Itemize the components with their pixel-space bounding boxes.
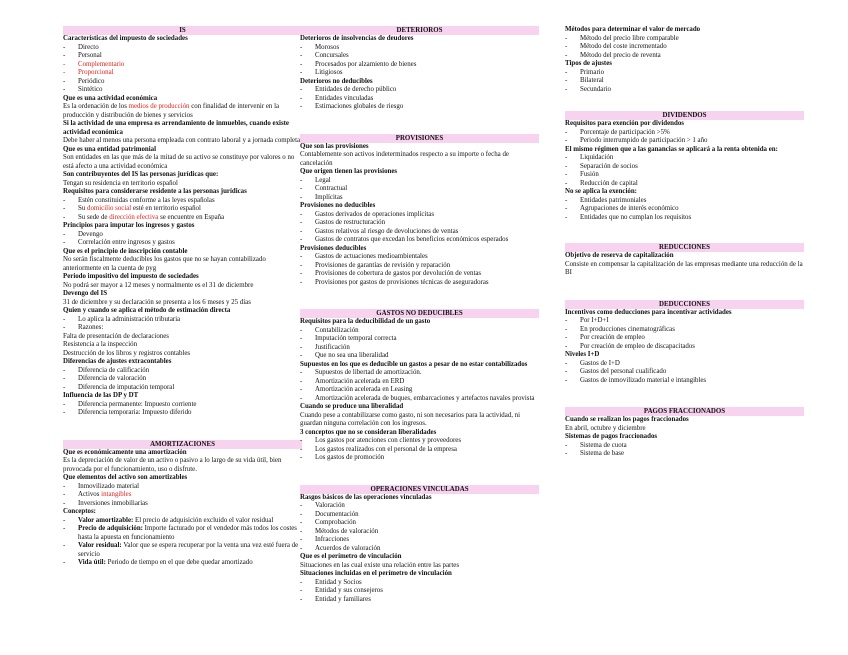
question-heading: Provisiones deducibles xyxy=(300,244,367,252)
list-item: - Comprobación xyxy=(300,519,539,528)
list-item xyxy=(63,214,302,223)
list-item: - Reducción de capital xyxy=(565,180,804,189)
question-heading: Principios para imputar los ingresos y gastos xyxy=(63,222,195,229)
section-heading: GASTOS NO DEDUCIBLES xyxy=(300,309,539,318)
paragraph: No podrá ser mayor a 12 meses y normalmente es el 31 de diciembre xyxy=(63,281,254,289)
list-item: - Gastos de I+D xyxy=(565,360,804,369)
question-heading: Que origen tienen las provisiones xyxy=(300,168,398,175)
text-fragment: se encuentre en España xyxy=(158,213,225,221)
list-item xyxy=(63,205,302,214)
section-amortizaciones xyxy=(63,440,302,568)
list-item: - Entidades que no cumplan los requisitos xyxy=(565,214,804,223)
list-item: - Porcentaje de participación >5% xyxy=(565,129,804,138)
list-item: - Sistema de base xyxy=(565,450,804,459)
list-item: - Diferencia permanente: Impuesto corriente xyxy=(63,401,302,410)
list-item: - Liquidación xyxy=(565,154,804,163)
question-heading: Cuando se realizan los pagos fraccionados xyxy=(565,416,689,423)
list-item: - Diferencia de calificación xyxy=(63,367,302,376)
column-2 xyxy=(300,26,539,604)
list-item: - Personal xyxy=(63,52,302,61)
section-is xyxy=(63,26,302,418)
list-item: - Gastos de inmovilizado material e intangibles xyxy=(565,377,804,386)
list-item: - Primario xyxy=(565,69,804,78)
paragraph: Son entidades en las que más de la mitad de su activo se constituye por valores o no está afecto a una actividad económica xyxy=(63,154,295,170)
list-item: - Estimaciones globales de riesgo xyxy=(300,103,539,112)
paragraph: Tengan su residencia en territorio español xyxy=(63,179,178,187)
question-heading: Situaciones incluidas en el perímetro de vinculación xyxy=(300,570,452,577)
question-heading: Deterioros no deducibles xyxy=(300,77,373,85)
question-heading: Que es una actividad económica xyxy=(63,94,158,102)
paragraph: Destrucción de los libros y registros contables xyxy=(63,349,191,357)
text-fragment: con finalidad de intervenir en la producción y distribución de bienes y servicios xyxy=(63,103,280,119)
question-heading: Si la actividad de una empresa es arrendamiento de inmuebles, cuando existe actividad económica xyxy=(63,120,289,136)
list-item: - Secundario xyxy=(565,86,804,95)
list-item: - Acuerdos de valoración xyxy=(300,545,539,554)
section-operaciones-vinculadas xyxy=(300,485,539,605)
question-heading: Diferencias de ajustes extracontables xyxy=(63,358,172,365)
question-heading: Que es económicamente una amortización xyxy=(63,448,187,456)
paragraph xyxy=(63,103,302,120)
highlighted-text: domicilio social xyxy=(87,205,132,212)
paragraph: En abril, octubre y diciembre xyxy=(565,424,646,432)
list-item: - Por creación de empleo de discapacitados xyxy=(565,343,804,352)
list-item: - En producciones cinematográficas xyxy=(565,326,804,335)
section-heading: PROVISIONES xyxy=(300,134,539,143)
column-3 xyxy=(565,26,804,459)
list-item: - Entidades patrimoniales xyxy=(565,197,804,206)
list-item: - Que no sea una liberalidad xyxy=(300,352,539,361)
question-heading: Incentivos como deducciones para incentivar actividades xyxy=(565,308,732,316)
question-heading: Requisitos para considerarse residente a las personas jurídicas xyxy=(63,188,247,195)
list-item: - Entidad y Socios xyxy=(300,579,539,588)
section-deducciones xyxy=(565,300,804,386)
list-item: - Por creación de empleo xyxy=(565,334,804,343)
list-item: - Gastos del personal cualificado xyxy=(565,368,804,377)
list-item: - Entidad y familiares xyxy=(300,596,539,605)
paragraph: Situaciones en las cual existe una relación entre las partes xyxy=(300,561,459,569)
list-item: - Contabilización xyxy=(300,327,539,336)
question-heading: Que es el perímetro de vinculación xyxy=(300,553,402,560)
text-fragment: El precio de adquisición excluido el valor residual xyxy=(133,516,274,524)
paragraph: Falta de presentación de declaraciones xyxy=(63,332,169,340)
highlighted-text: medios de producción xyxy=(128,103,190,110)
section-heading: AMORTIZACIONES xyxy=(63,440,302,449)
question-heading: Que es una entidad patrimonial xyxy=(63,145,157,153)
question-heading: Conceptos: xyxy=(63,508,96,515)
question-heading: Cuando se produce una liberalidad xyxy=(300,403,404,410)
question-heading: Que son las provisiones xyxy=(300,142,369,150)
list-item: - Agrupaciones de interés económico xyxy=(565,205,804,214)
list-item: - Concursales xyxy=(300,52,539,61)
paragraph: Consiste en compensar la capitalización de las empresas mediante una reducción de la BI xyxy=(565,260,803,276)
list-item: - Por I+D+I xyxy=(565,317,804,326)
section-heading: DETERIOROS xyxy=(300,26,539,35)
question-heading: 3 conceptos que no se consideran liberalidades xyxy=(300,428,437,436)
column-1 xyxy=(63,26,302,568)
paragraph: Cuando pese a contabilizarse como gasto, ni son necesarios para la actividad, ni guardan ninguna correlación con los ingresos. xyxy=(300,411,521,427)
section-heading: IS xyxy=(63,26,302,35)
list-item: - Método del precio de reventa xyxy=(565,52,804,61)
question-heading: Influencia de las DP y DT xyxy=(63,392,139,399)
text-fragment: Su sede de xyxy=(78,213,110,221)
list-item: - Sistema de cuota xyxy=(565,442,804,451)
question-heading: Deterioros de insolvencias de deudores xyxy=(300,35,414,42)
text-fragment: Valor amortizable: xyxy=(78,516,134,524)
text-fragment: Su xyxy=(78,205,88,212)
list-item xyxy=(63,491,302,500)
list-item: - Los gastos por atenciones con clientes y proveedores xyxy=(300,437,539,446)
list-item: - Gastos de contratos que excedan los beneficios económicos esperados xyxy=(300,236,539,245)
list-item: - Amortización acelerada en Leasing xyxy=(300,386,539,395)
question-heading: Requisitos para la deducibilidad de un gasto xyxy=(300,318,431,325)
question-heading: Niveles I+D xyxy=(565,351,600,358)
question-heading: Supuestos en los que es deducible un gastos a pesar de no estar contabilizados xyxy=(300,360,528,368)
paragraph: No serán fiscalmente deducibles los gastos que no se hayan contabilizado anteriormente en la cuenta de pyg xyxy=(63,256,266,272)
question-heading: Que elementos del activo son amortizables xyxy=(63,474,188,481)
question-heading: Provisiones no deducibles xyxy=(300,202,376,209)
section-deterioros xyxy=(300,26,539,112)
list-item: - Método del coste incrementado xyxy=(565,43,804,52)
list-item xyxy=(63,542,302,559)
list-item: - Razones: xyxy=(63,324,302,333)
question-heading: Métodos para determinar el valor de mercado xyxy=(565,26,701,33)
section-heading: REDUCCIONES xyxy=(565,243,804,252)
paragraph: Resistencia a la inspección xyxy=(63,341,138,348)
list-item: - Documentación xyxy=(300,511,539,520)
text-fragment: Es la ordenación de los xyxy=(63,103,129,110)
list-item xyxy=(63,517,302,526)
list-item: - Entidades vinculadas xyxy=(300,95,539,104)
list-item: - Periódico xyxy=(63,78,302,87)
paragraph: Es la depreciación de valor de un activo o pasivo a lo largo de su vida útil, bien provocada por el funcionamiento, uso o disfrute. xyxy=(63,457,282,473)
list-item: - Justificación xyxy=(300,344,539,353)
list-item: - Supuestos de libertad de amortización. xyxy=(300,369,539,378)
list-item: - Infracciones xyxy=(300,536,539,545)
list-item: - Imputación temporal correcta xyxy=(300,335,539,344)
list-item: - Devengo xyxy=(63,231,302,240)
question-heading: Devengo del IS xyxy=(63,290,108,297)
list-item: - Correlación entre ingresos y gastos xyxy=(63,239,302,248)
list-item: - Implícitas xyxy=(300,194,539,203)
section-pagos-fraccionados xyxy=(565,407,804,459)
list-item: - Procesados por alzamiento de bienes xyxy=(300,61,539,70)
list-item: - Provisiones de garantías de revisión y reparación xyxy=(300,262,539,271)
list-item: - Proporcional xyxy=(63,69,302,78)
list-item: - Fusión xyxy=(565,171,804,180)
section-reducciones xyxy=(565,243,804,278)
list-item: - Los gastos de promoción xyxy=(300,454,539,463)
question-heading: Periodo impositivo del impuesto de sociedades xyxy=(63,273,199,280)
section-gastos-no-deducibles xyxy=(300,309,539,463)
text-fragment: Periodo de tiempo en el que debe quedar amortizado xyxy=(105,559,253,566)
list-item: - Provisiones de cobertura de gastos por devolución de ventas xyxy=(300,270,539,279)
question-heading: El mismo régimen que a las ganancias se aplicará a la renta obtenida en: xyxy=(565,145,778,153)
list-item xyxy=(63,525,302,542)
text-fragment: Activos xyxy=(78,491,102,498)
list-item: - Diferencia de imputación temporal xyxy=(63,384,302,393)
list-item: - Amortización acelerada en ERD xyxy=(300,378,539,387)
list-item: - Complementario xyxy=(63,61,302,70)
list-item: - Directo xyxy=(63,44,302,53)
list-item: - Lo aplica la administración tributaria xyxy=(63,316,302,325)
question-heading: No se aplica la exención: xyxy=(565,188,637,195)
section-heading: DIVIDENDOS xyxy=(565,111,804,120)
list-item: - Inmovilizado material xyxy=(63,483,302,492)
text-fragment: Vida útil: xyxy=(78,559,106,566)
paragraph: 31 de diciembre y su declaración se presenta a los 6 meses y 25 días xyxy=(63,298,251,306)
list-item: - Gastos derivados de operaciones implícitas xyxy=(300,211,539,220)
list-item: - Separación de socios xyxy=(565,163,804,172)
list-item: - Provisiones por gastos de provisiones técnicas de aseguradoras xyxy=(300,279,539,288)
section-heading: OPERACIONES VINCULADAS xyxy=(300,485,539,494)
section-heading: DEDUCCIONES xyxy=(565,300,804,309)
list-item: - Entidad y sus consejeros xyxy=(300,587,539,596)
list-item: - Estén constituidas conforme a las leyes españolas xyxy=(63,197,302,206)
section-heading: PAGOS FRACCIONADOS xyxy=(565,407,804,416)
question-heading: Sistemas de pagos fraccionados xyxy=(565,433,658,440)
text-fragment: Valor residual: xyxy=(78,542,122,549)
list-item: - Métodos de valoración xyxy=(300,528,539,537)
list-item xyxy=(63,559,302,568)
list-item: - Los gastos realizados con el personal de la empresa xyxy=(300,446,539,455)
text-fragment: Importe facturado por el vendedor más todos los costes hasta la apuesta en funcionamiento xyxy=(78,525,297,541)
text-fragment: Valor que se espera recuperar por la venta una vez esté fuera de servicio xyxy=(78,542,299,558)
question-heading: Quien y cuando se aplica el método de estimación directa xyxy=(63,307,231,314)
list-item: - Gastos de restructuración xyxy=(300,219,539,228)
question-heading: Rasgos básicos de las operaciones vinculadas xyxy=(300,493,432,501)
list-item: - Legal xyxy=(300,177,539,186)
question-heading: Características del impuesto de sociedades xyxy=(63,35,188,42)
list-item: - Sintético xyxy=(63,86,302,95)
list-item: - Periodo interrumpido de participación > 1 año xyxy=(565,137,804,146)
section-provisiones xyxy=(300,134,539,288)
list-item: - Contractual xyxy=(300,185,539,194)
section-continuation xyxy=(565,26,804,94)
list-item: - Método del precio libre comparable xyxy=(565,35,804,44)
list-item: - Gastos de actuaciones medioambientales xyxy=(300,253,539,262)
list-item: - Diferencia de valoración xyxy=(63,375,302,384)
highlighted-text: dirección efectiva xyxy=(109,213,159,221)
list-item: - Amortización acelerada de buques, embarcaciones y artefactos navales provista xyxy=(300,395,539,404)
list-item: - Morosos xyxy=(300,44,539,53)
list-item: - Valoración xyxy=(300,502,539,511)
section-dividendos xyxy=(565,111,804,222)
text-fragment: Precio de adquisición: xyxy=(78,525,143,532)
list-item: - Diferencia temporaria: Impuesto diferido xyxy=(63,409,302,418)
list-item: - Inversiones inmobiliarias xyxy=(63,500,302,509)
paragraph: Contablemente son activos indeterminados respecto a su importe o fecha de cancelación xyxy=(300,151,509,167)
highlighted-text: intangibles xyxy=(101,491,132,498)
question-heading: Requisitos para exención por dividendos xyxy=(565,120,684,127)
list-item: - Gastos relativos al riesgo de devoluciones de ventas xyxy=(300,228,539,237)
text-fragment: esté en territorio español xyxy=(131,205,201,212)
question-heading: Objetivo de reserva de capitalización xyxy=(565,252,674,259)
paragraph: Debe haber al menos una persona empleada con contrato laboral y a jornada completa xyxy=(63,137,301,144)
question-heading: Que es el principio de inscripción contable xyxy=(63,247,188,255)
list-item: - Bilateral xyxy=(565,77,804,86)
question-heading: Son contribuyentes del IS las personas jurídicas que: xyxy=(63,171,219,178)
list-item: - Entidades de derecho público xyxy=(300,86,539,95)
question-heading: Tipos de ajustes xyxy=(565,60,612,67)
list-item: - Litigiosos xyxy=(300,69,539,78)
